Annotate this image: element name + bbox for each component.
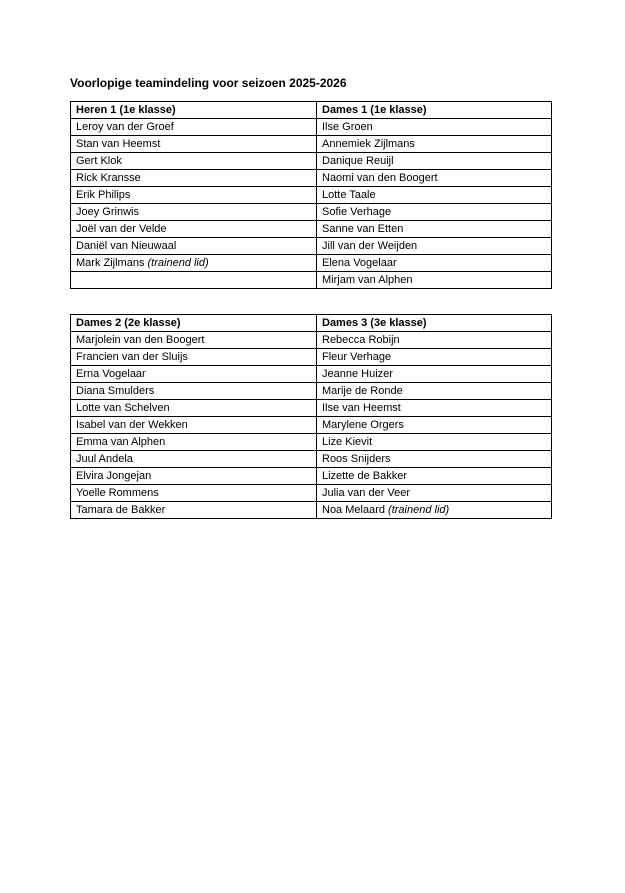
player-cell xyxy=(71,383,317,400)
player-name: Sanne van Etten xyxy=(322,222,404,235)
player-cell xyxy=(71,451,317,468)
player-name: Noa Melaard xyxy=(322,503,385,516)
player-cell xyxy=(71,366,317,383)
player-cell xyxy=(71,204,317,221)
player-name: Marylene Orgers xyxy=(322,418,404,431)
player-cell xyxy=(71,136,317,153)
player-cell xyxy=(317,366,552,383)
player-name: Elena Vogelaar xyxy=(322,256,397,269)
player-name: Yoelle Rommens xyxy=(76,486,159,499)
player-name: Erna Vogelaar xyxy=(76,367,146,380)
team-table-2 xyxy=(70,314,552,519)
player-cell xyxy=(317,136,552,153)
player-name: Tamara de Bakker xyxy=(76,503,166,516)
player-note: (trainend lid) xyxy=(147,256,209,269)
table-row xyxy=(71,187,552,204)
player-name: Isabel van der Wekken xyxy=(76,418,188,431)
player-cell xyxy=(317,400,552,417)
team-table-1 xyxy=(70,101,552,289)
player-name: Annemiek Zijlmans xyxy=(322,137,415,150)
player-cell xyxy=(317,451,552,468)
team-table-body xyxy=(71,102,552,289)
player-cell xyxy=(71,119,317,136)
player-cell xyxy=(71,255,317,272)
table-header-row xyxy=(71,102,552,119)
player-cell xyxy=(317,468,552,485)
team-table-body xyxy=(71,315,552,519)
player-name: Daniël van Nieuwaal xyxy=(76,239,177,252)
player-name: Francien van der Sluijs xyxy=(76,350,188,363)
player-cell xyxy=(317,502,552,519)
player-cell xyxy=(317,332,552,349)
table-row xyxy=(71,153,552,170)
player-name: Leroy van der Groef xyxy=(76,120,174,133)
table-row xyxy=(71,238,552,255)
player-name: Marjolein van den Boogert xyxy=(76,333,205,346)
table-row xyxy=(71,451,552,468)
player-name: Emma van Alphen xyxy=(76,435,166,448)
player-name: Diana Smulders xyxy=(76,384,155,397)
player-cell xyxy=(317,383,552,400)
player-name: Jeanne Huizer xyxy=(322,367,393,380)
page-title: Voorlopige teamindeling voor seizoen 2025-2026 xyxy=(70,76,347,90)
player-cell xyxy=(71,272,317,289)
player-name: Marije de Ronde xyxy=(322,384,403,397)
player-cell xyxy=(317,417,552,434)
player-cell xyxy=(71,221,317,238)
table-header-row xyxy=(71,315,552,332)
player-cell xyxy=(317,170,552,187)
player-name: Sofie Verhage xyxy=(322,205,392,218)
player-cell xyxy=(71,170,317,187)
player-name: Rick Kransse xyxy=(76,171,141,184)
player-name: Mirjam van Alphen xyxy=(322,273,413,286)
table-row xyxy=(71,349,552,366)
table-row xyxy=(71,400,552,417)
table-row xyxy=(71,417,552,434)
player-name: Fleur Verhage xyxy=(322,350,392,363)
player-name: Joey Grinwis xyxy=(76,205,139,218)
player-name: Lizette de Bakker xyxy=(322,469,407,482)
table-row xyxy=(71,272,552,289)
player-name: Gert Klok xyxy=(76,154,122,167)
table-row xyxy=(71,502,552,519)
player-note: (trainend lid) xyxy=(388,503,450,516)
player-name: Joël van der Velde xyxy=(76,222,167,235)
player-name: Stan van Heemst xyxy=(76,137,161,150)
player-cell xyxy=(317,272,552,289)
player-cell xyxy=(317,119,552,136)
player-cell xyxy=(71,434,317,451)
player-name: Juul Andela xyxy=(76,452,133,465)
player-cell xyxy=(317,255,552,272)
player-name: Mark Zijlmans xyxy=(76,256,145,269)
player-name: Erik Philips xyxy=(76,188,131,201)
table-row xyxy=(71,170,552,187)
table-row xyxy=(71,136,552,153)
player-cell xyxy=(317,349,552,366)
player-name: Ilse Groen xyxy=(322,120,373,133)
player-name: Jill van der Weijden xyxy=(322,239,418,252)
player-cell xyxy=(317,485,552,502)
player-name: Lize Kievit xyxy=(322,435,373,448)
player-cell xyxy=(71,153,317,170)
player-name: Naomi van den Boogert xyxy=(322,171,438,184)
table-row xyxy=(71,485,552,502)
player-name: Danique Reuijl xyxy=(322,154,394,167)
team-header-cell: Heren 1 (1e klasse) xyxy=(71,102,317,119)
table-row xyxy=(71,119,552,136)
table-row xyxy=(71,366,552,383)
team-header-cell: Dames 2 (2e klasse) xyxy=(71,315,317,332)
player-name: Elvira Jongejan xyxy=(76,469,152,482)
player-name: Ilse van Heemst xyxy=(322,401,401,414)
team-header-cell: Dames 3 (3e klasse) xyxy=(317,315,552,332)
player-cell xyxy=(71,502,317,519)
player-cell xyxy=(71,400,317,417)
player-name: Julia van der Veer xyxy=(322,486,411,499)
player-cell xyxy=(317,238,552,255)
player-cell xyxy=(71,332,317,349)
player-cell xyxy=(317,153,552,170)
table-row xyxy=(71,221,552,238)
player-name: Roos Snijders xyxy=(322,452,391,465)
table-row xyxy=(71,332,552,349)
player-name: Lotte Taale xyxy=(322,188,376,201)
player-cell xyxy=(71,349,317,366)
player-name: Lotte van Schelven xyxy=(76,401,170,414)
player-name: Rebecca Robijn xyxy=(322,333,400,346)
player-cell xyxy=(71,417,317,434)
table-row xyxy=(71,383,552,400)
player-cell xyxy=(317,204,552,221)
table-row xyxy=(71,434,552,451)
player-cell xyxy=(317,434,552,451)
player-cell xyxy=(317,221,552,238)
player-cell xyxy=(71,485,317,502)
player-cell xyxy=(71,238,317,255)
table-row xyxy=(71,255,552,272)
team-header-cell: Dames 1 (1e klasse) xyxy=(317,102,552,119)
player-cell xyxy=(71,468,317,485)
table-row xyxy=(71,204,552,221)
player-cell xyxy=(71,187,317,204)
table-row xyxy=(71,468,552,485)
player-cell xyxy=(317,187,552,204)
